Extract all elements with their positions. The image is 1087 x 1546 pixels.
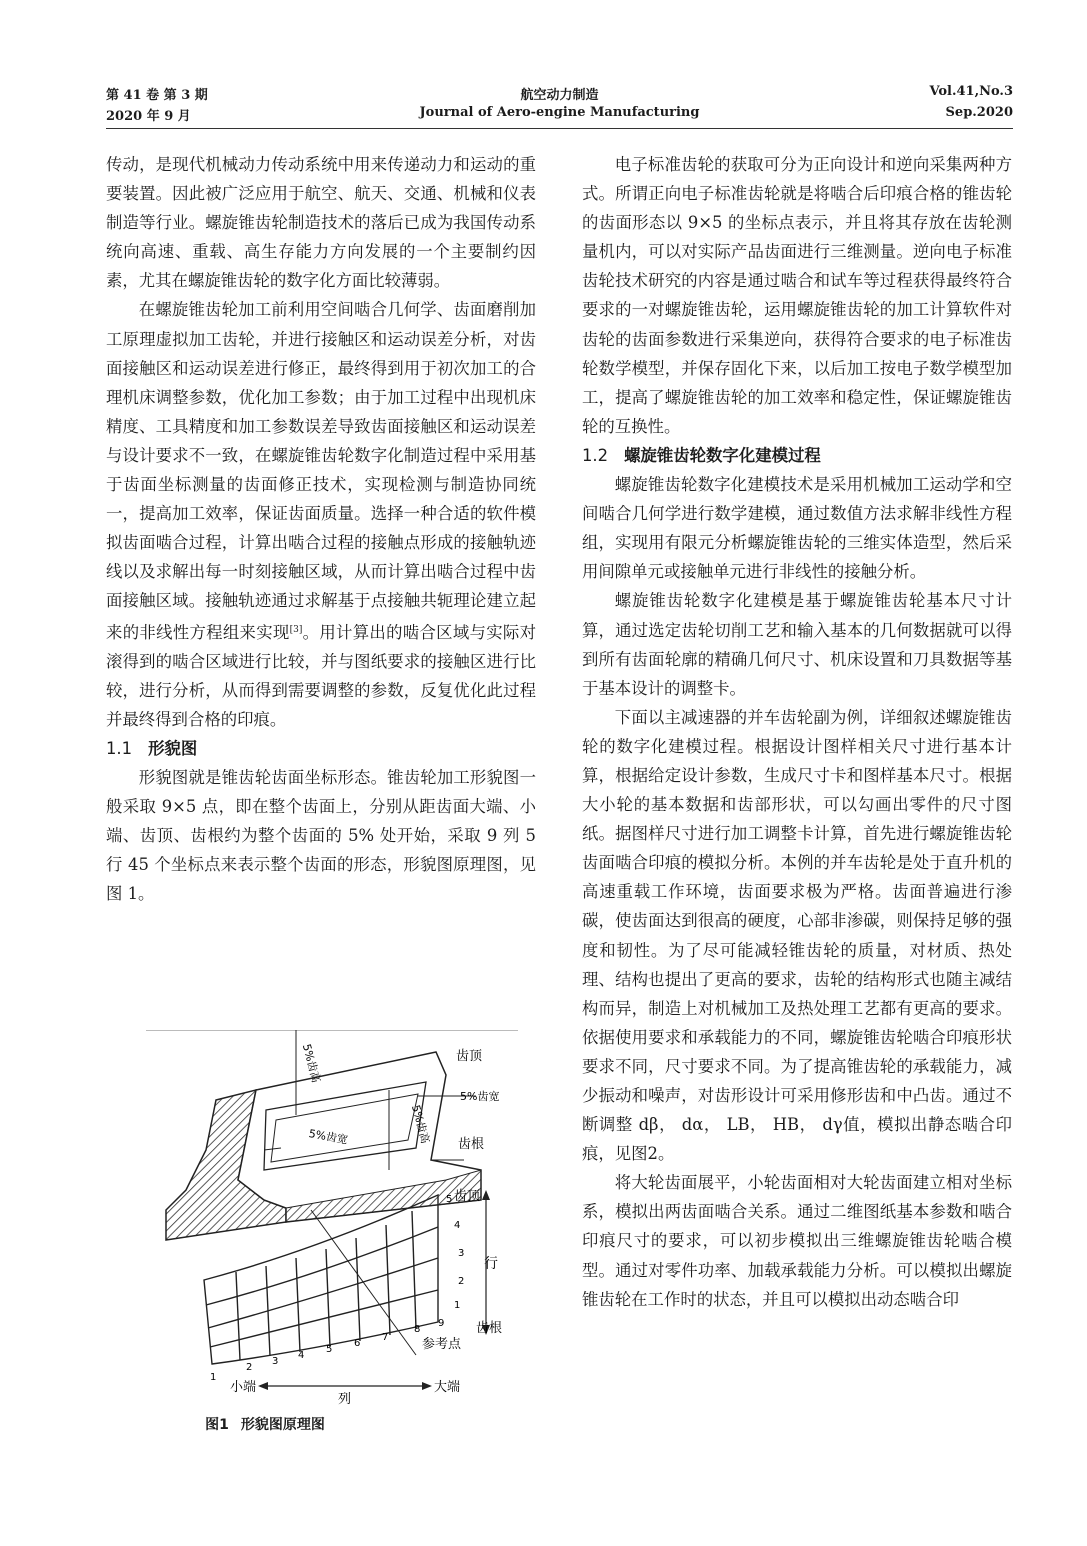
caption-title: 形貌图原理图 bbox=[240, 1417, 325, 1433]
left-paragraph-1: 传动，是现代机械动力传动系统中用来传递动力和运动的重要装置。因此被广泛应用于航空、航天、交通、机械和仪表制造等行业。螺旋锥齿轮制造技术的落后已成为我国传动系统向高速、重载、高生存能力方向发展的一个主要制约因素，尤其在螺旋锥齿轮的数字化方面比较薄弱。 bbox=[106, 155, 536, 291]
right-paragraph-2: 螺旋锥齿轮数字化建模技术是采用机械加工运动学和空间啮合几何学进行数学建模，通过数值方法求解非线性方程组，实现用有限元分析螺旋锥齿轮的三维实体造型，然后采用间隙单元或接触单元进行非线性的接触分析。 bbox=[582, 475, 1012, 582]
right-paragraph-4: 下面以主减速器的并车齿轮副为例，详细叙述螺旋锥齿轮的数字化建模过程。根据设计图样相关尺寸进行基本计算，根据给定设计参数，生成尺寸卡和图样基本尺寸。根据大小轮的基本数据和齿部形状，可以勾画出零件的尺寸图纸。据图样尺寸进行加工调整卡计算，首先进行螺旋锥齿轮齿面啮合印痕的模拟分析。本例的并车齿轮是处于直升机的高速重载工作环境，齿面要求极为严格。齿面普遍进行渗碳，使齿面达到很高的硬度，心部非渗碳，则保持足够的强度和韧性。为了尽可能减轻锥齿轮的质量，对材质、热处理、结构也提出了更高的要求，齿轮的结构形式也随主减结构而异，制造上对机械加工及热处理工艺都有更高的要求。依据使用要求和承载能力的不同，螺旋锥齿轮啮合印痕形状要求不同，尺寸要求不同。为了提高锥齿轮的承载能力，减少振动和噪声，对齿形设计可采用修形齿和中凸齿。通过不断调整 dβ， dα， LB， HB， dγ值，模拟出静态啮合印痕，见图2。 bbox=[582, 707, 1012, 1164]
right-paragraph-3: 螺旋锥齿轮数字化建模是基于螺旋锥齿轮基本尺寸计算，通过选定齿轮切削工艺和输入基本的几何数据就可以得到所有齿面轮廓的精确几何尺寸、机床设置和刀具数据等基于基本设计的调整卡。 bbox=[582, 591, 1012, 698]
left-column bbox=[106, 150, 536, 908]
col-num-8: 8 bbox=[414, 1324, 421, 1335]
section-title-2: 螺旋锥齿轮数字化建模过程 bbox=[624, 445, 821, 465]
label-5pct-width-inner: 5%齿宽 bbox=[307, 1127, 349, 1147]
citation-ref: [3] bbox=[289, 624, 303, 635]
label-5pct-width-right: 5%齿宽 bbox=[460, 1090, 500, 1103]
section-heading-1-1 bbox=[106, 734, 536, 763]
header-row-1 bbox=[106, 84, 1013, 105]
caption-number: 图1 bbox=[205, 1417, 229, 1433]
header-journal-en: Journal of Aero-engine Manufacturing bbox=[419, 105, 700, 120]
label-row: 行 bbox=[484, 1256, 498, 1272]
section-title: 形貌图 bbox=[148, 738, 198, 758]
right-paragraph-5: 将大轮齿面展平，小轮齿面相对大轮齿面建立相对坐标系，模拟出两齿面啮合关系。通过二维图纸基本参数和啮合印痕尺寸的要求，可以初步模拟出三维螺旋锥齿轮啮合模型。通过对零件功率、加载承载能力分析。可以模拟出螺旋锥齿轮在工作时的状态，并且可以模拟出动态啮合印 bbox=[582, 1173, 1012, 1309]
row-num-1: 1 bbox=[454, 1300, 461, 1311]
label-small-end: 小端 bbox=[230, 1380, 257, 1395]
header-volume-issue-en: Vol.41,No.3 bbox=[929, 84, 1013, 99]
figure-1-diagram bbox=[146, 1030, 518, 1420]
row-num-5: 5 bbox=[446, 1194, 453, 1205]
label-5pct-height-right: 5%齿高 bbox=[409, 1103, 432, 1145]
header-date-en: Sep.2020 bbox=[945, 105, 1013, 120]
label-root: 齿根 bbox=[458, 1137, 485, 1152]
row-num-3: 3 bbox=[458, 1248, 465, 1259]
header-volume-issue-cn: 第 41 卷 第 3 期 bbox=[106, 88, 208, 103]
left-paragraph-2-part-b: 。用计算出的啮合区域与实际对滚得到的啮合区域进行比较，并与图纸要求的接触区进行比较，进行分析，从而得到需要调整的参数，反复优化此过程并最终得到合格的印痕。 bbox=[106, 622, 537, 729]
header-date-cn: 2020 年 9 月 bbox=[106, 109, 191, 124]
col-num-4: 4 bbox=[298, 1350, 305, 1361]
label-tip: 齿顶 bbox=[456, 1049, 483, 1064]
col-num-6: 6 bbox=[354, 1338, 361, 1349]
header-journal-cn: 航空动力制造 bbox=[520, 88, 599, 103]
left-paragraph-2 bbox=[106, 295, 536, 733]
col-num-2: 2 bbox=[246, 1362, 253, 1373]
running-header bbox=[106, 84, 1013, 128]
figure-1 bbox=[146, 1030, 518, 1420]
col-num-7: 7 bbox=[382, 1332, 389, 1343]
left-paragraph-2-part-a: 在螺旋锥齿轮加工前利用空间啮合几何学、齿面磨削加工原理虚拟加工齿轮，并进行接触区和运动误差分析，对齿面接触区和运动误差进行修正，最终得到用于初次加工的合理机床调整参数，优化加工参数；由于加工过程中出现机床精度、工具精度和加工参数误差导致齿面接触区和运动误差与设计要求不一致，在螺旋锥齿轮数字化制造过程中采用基于齿面坐标测量的齿面修正技术，实现检测与制造协同统一，提高加工效率，保证齿面质量。选择一种合适的软件模拟齿面啮合过程，计算出啮合过程的接触点形成的接触轨迹线以及求解出每一时刻接触区域，从而计算出啮合过程中齿面接触区域。接触轨迹通过求解基于点接触共轭理论建立起来的非线性方程组来实现 bbox=[106, 300, 536, 642]
col-num-1: 1 bbox=[210, 1372, 217, 1383]
label-tip-2: 齿顶 bbox=[454, 1189, 481, 1204]
label-root-2: 齿根 bbox=[476, 1321, 503, 1336]
figure-1-caption bbox=[106, 1414, 436, 1434]
label-reference-point: 参考点 bbox=[422, 1337, 462, 1352]
label-5pct-height-top: 5%齿高 bbox=[299, 1042, 323, 1085]
row-num-2: 2 bbox=[458, 1276, 465, 1287]
left-paragraph-3: 形貌图就是锥齿轮齿面坐标形态。锥齿轮加工形貌图一般采取 9×5 点，即在整个齿面上，分别从距齿面大端、小端、齿顶、齿根约为整个齿面的 5% 处开始，采取 9 列 5 行 45 个坐标点来表示整个齿面的形态，形貌图原理图，见图 1。 bbox=[106, 767, 536, 904]
right-paragraph-1: 电子标准齿轮的获取可分为正向设计和逆向采集两种方式。所谓正向电子标准齿轮就是将啮合后印痕合格的锥齿轮的齿面形态以 9×5 的坐标点表示，并且将其存放在齿轮测量机内，可以对实际产品齿面进行三维测量。逆向电子标准齿轮技术研究的内容是通过啮合和试车等过程获得最终符合要求的一对螺旋锥齿轮，运用螺旋锥齿轮的加工计算软件对齿轮的齿面参数进行采集逆向，获得符合要求的电子标准齿轮数学模型，并保存固化下来，以后加工按电子数学模型加工，提高了螺旋锥齿轮的加工效率和稳定性，保证螺旋锥齿轮的互换性。 bbox=[582, 155, 1012, 436]
section-number: 1.1 bbox=[106, 738, 133, 758]
col-num-9: 9 bbox=[438, 1318, 445, 1329]
section-number-2: 1.2 bbox=[582, 445, 609, 465]
header-row-2 bbox=[106, 105, 1013, 126]
section-heading-1-2 bbox=[582, 441, 1012, 470]
col-num-3: 3 bbox=[272, 1356, 279, 1367]
label-column: 列 bbox=[338, 1392, 352, 1407]
row-num-4: 4 bbox=[454, 1220, 461, 1231]
label-big-end: 大端 bbox=[434, 1380, 461, 1395]
right-column bbox=[582, 150, 1012, 1314]
col-num-5: 5 bbox=[326, 1344, 333, 1355]
header-rule bbox=[106, 128, 1013, 129]
